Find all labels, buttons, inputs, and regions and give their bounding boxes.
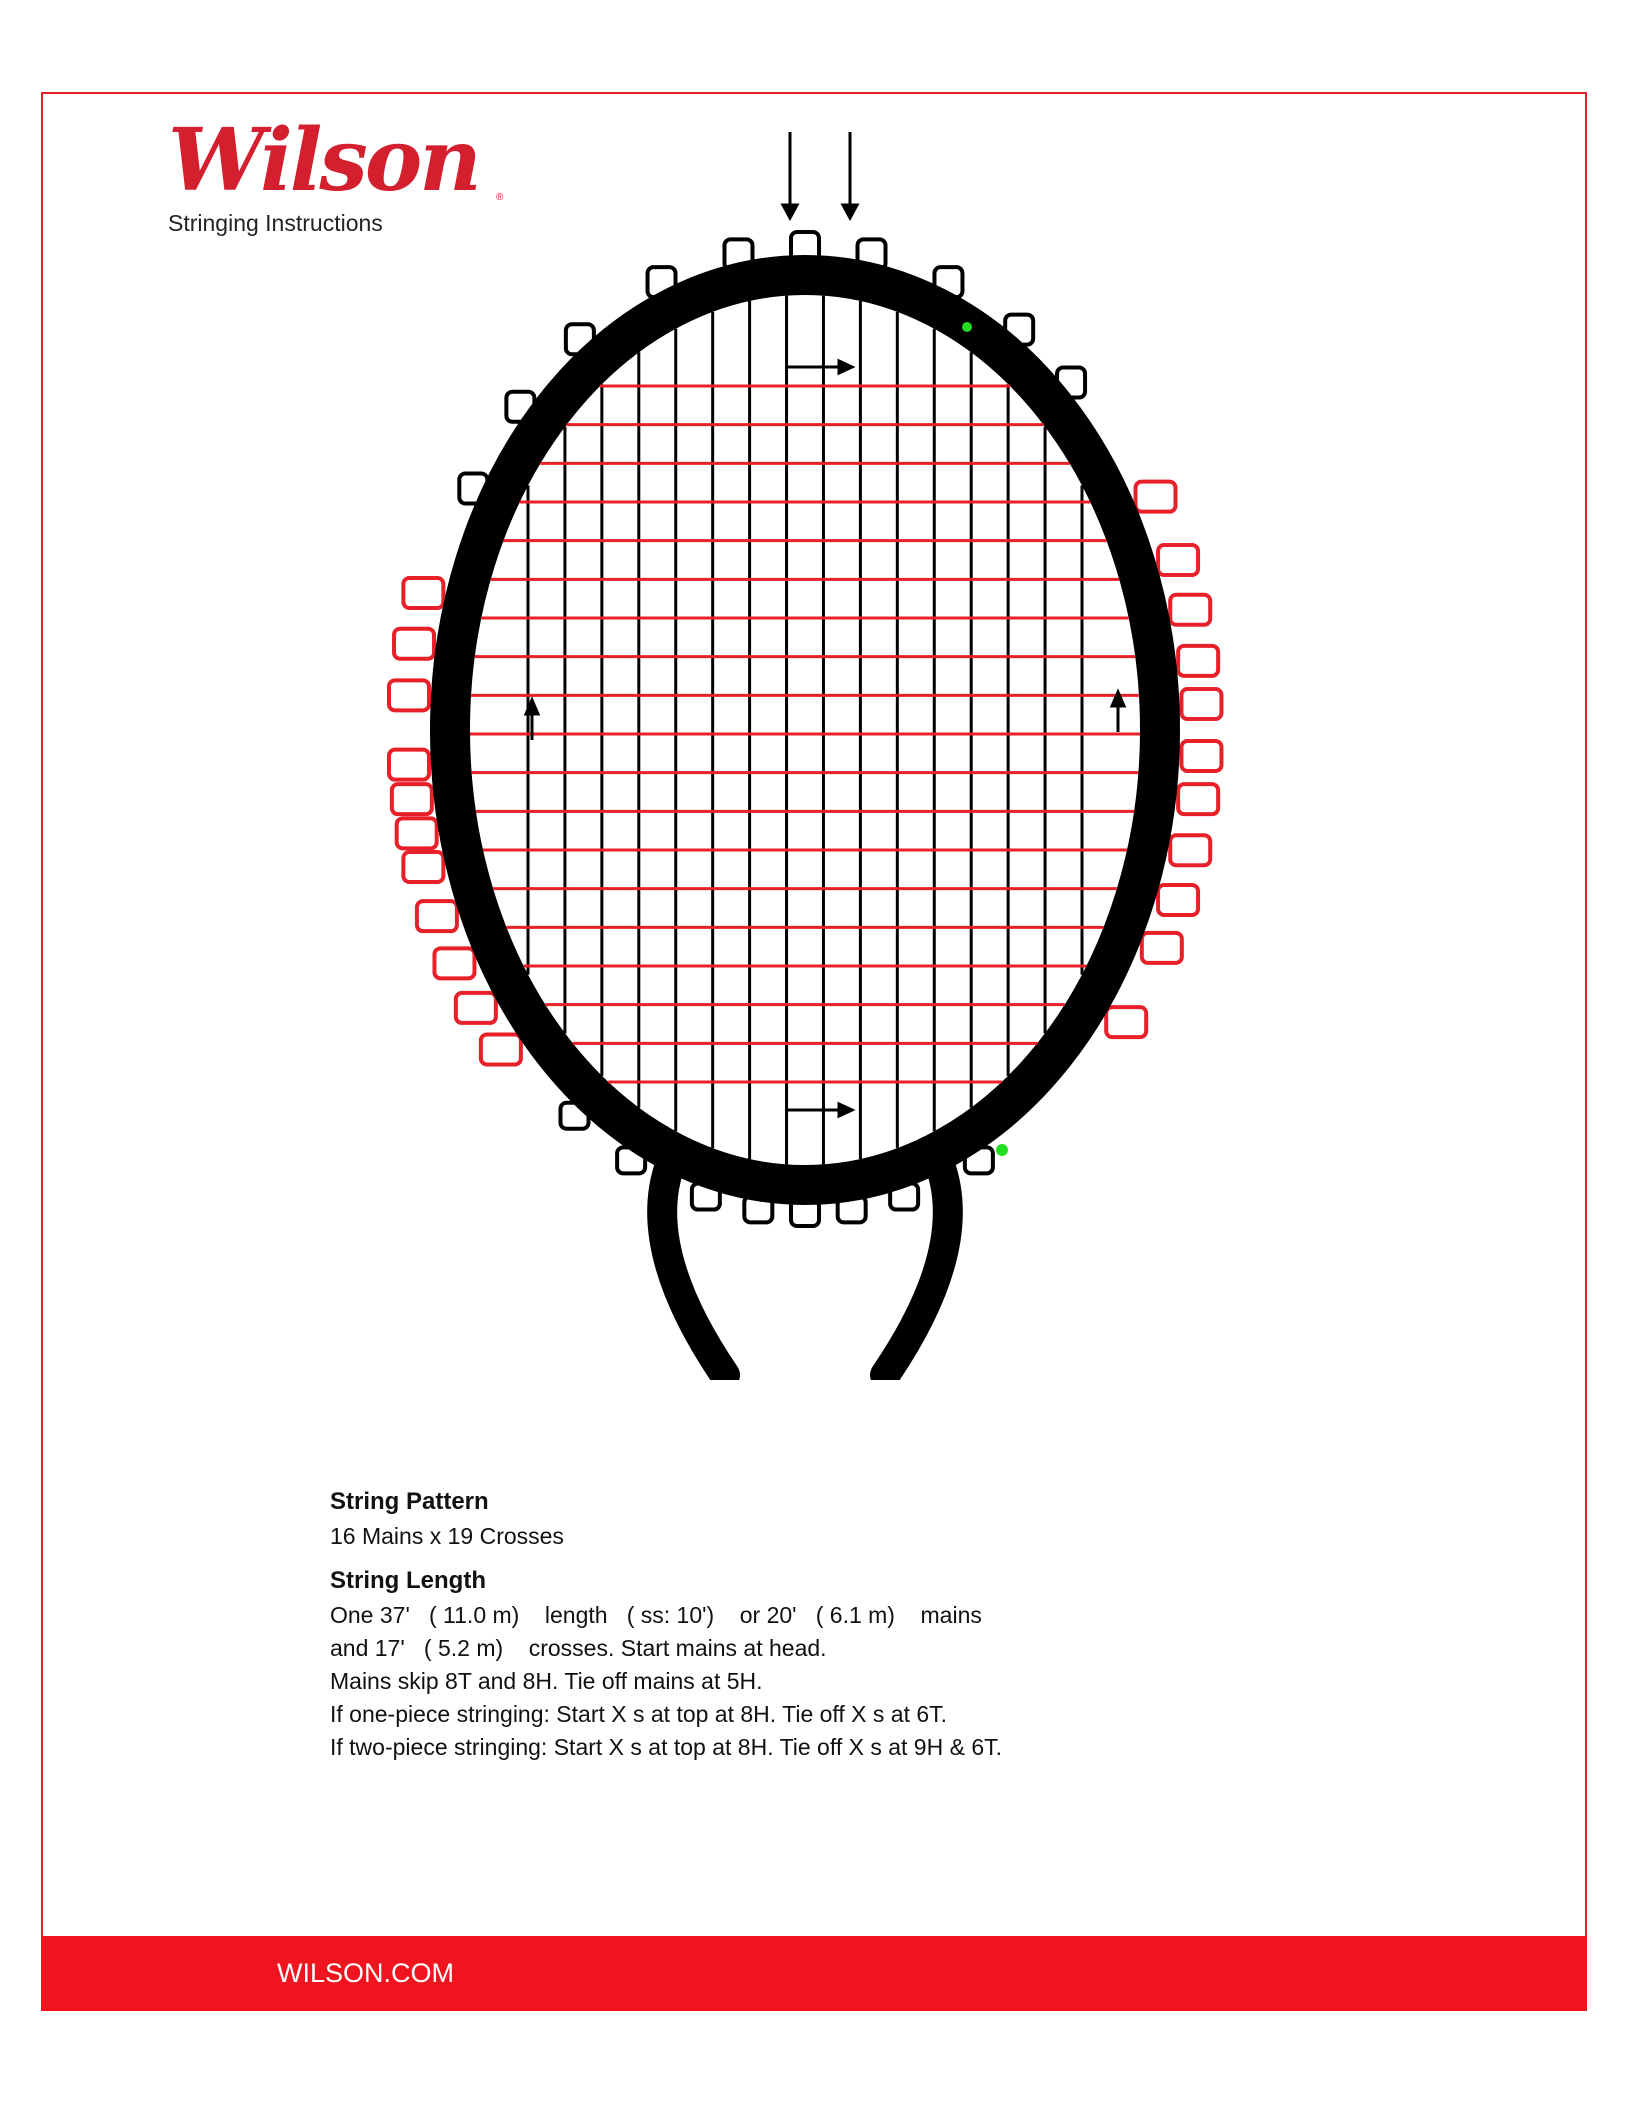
grommet xyxy=(1106,1007,1146,1037)
arrow-right-bottom-head xyxy=(839,1104,852,1116)
grommet xyxy=(434,948,474,978)
grommet xyxy=(389,750,429,780)
instruction-line: One 37' ( 11.0 m) length ( ss: 10') or 20' ( 6.1 m) mains xyxy=(330,1602,982,1628)
grommet xyxy=(1178,784,1218,814)
grommet xyxy=(481,1034,521,1064)
pattern-heading: String Pattern xyxy=(330,1488,489,1515)
grommet xyxy=(389,680,429,710)
grommet xyxy=(392,784,432,814)
instruction-line: If two-piece stringing: Start X s at top at 8H. Tie off X s at 9H & 6T. xyxy=(330,1734,1002,1760)
arrow-down-left-head xyxy=(783,205,797,218)
grommet xyxy=(1178,646,1218,676)
grommet xyxy=(1158,545,1198,575)
logo-wordmark: Wilson xyxy=(168,110,479,211)
grommet xyxy=(456,993,496,1023)
grommet xyxy=(1181,741,1221,771)
grommet xyxy=(397,818,437,848)
page-subtitle: Stringing Instructions xyxy=(168,210,383,236)
footer-site-link[interactable]: WILSON.COM xyxy=(277,1958,455,1988)
instruction-line: Mains skip 8T and 8H. Tie off mains at 5H. xyxy=(330,1668,763,1694)
tie-off-marker-top xyxy=(962,322,972,332)
cross-strings xyxy=(470,386,1140,1082)
grommet xyxy=(417,901,457,931)
arrow-down-right-head xyxy=(843,205,857,218)
instruction-line: If one-piece stringing: Start X s at top at 8H. Tie off X s at 6T. xyxy=(330,1701,948,1727)
racket-frame xyxy=(450,275,1160,1185)
length-heading: String Length xyxy=(330,1567,486,1594)
grommet xyxy=(1158,885,1198,915)
grommet xyxy=(1170,595,1210,625)
stringing-info xyxy=(330,1488,1230,1764)
grommet xyxy=(394,629,434,659)
length-instructions xyxy=(330,1599,1230,1764)
grommet xyxy=(1170,835,1210,865)
arrow-right-top-head xyxy=(839,361,852,373)
tie-off-marker-bottom xyxy=(996,1144,1008,1156)
grommet xyxy=(1181,689,1221,719)
footer-bar xyxy=(41,1936,1587,2011)
grommet xyxy=(403,852,443,882)
racket-stringing-diagram xyxy=(380,120,1300,1380)
grommet xyxy=(403,578,443,608)
pattern-value: 16 Mains x 19 Crosses xyxy=(330,1523,564,1549)
grommet xyxy=(1142,933,1182,963)
grommet xyxy=(1136,482,1176,512)
instruction-line: and 17' ( 5.2 m) crosses. Start mains at head. xyxy=(330,1635,827,1661)
registered-mark: ® xyxy=(496,192,504,203)
